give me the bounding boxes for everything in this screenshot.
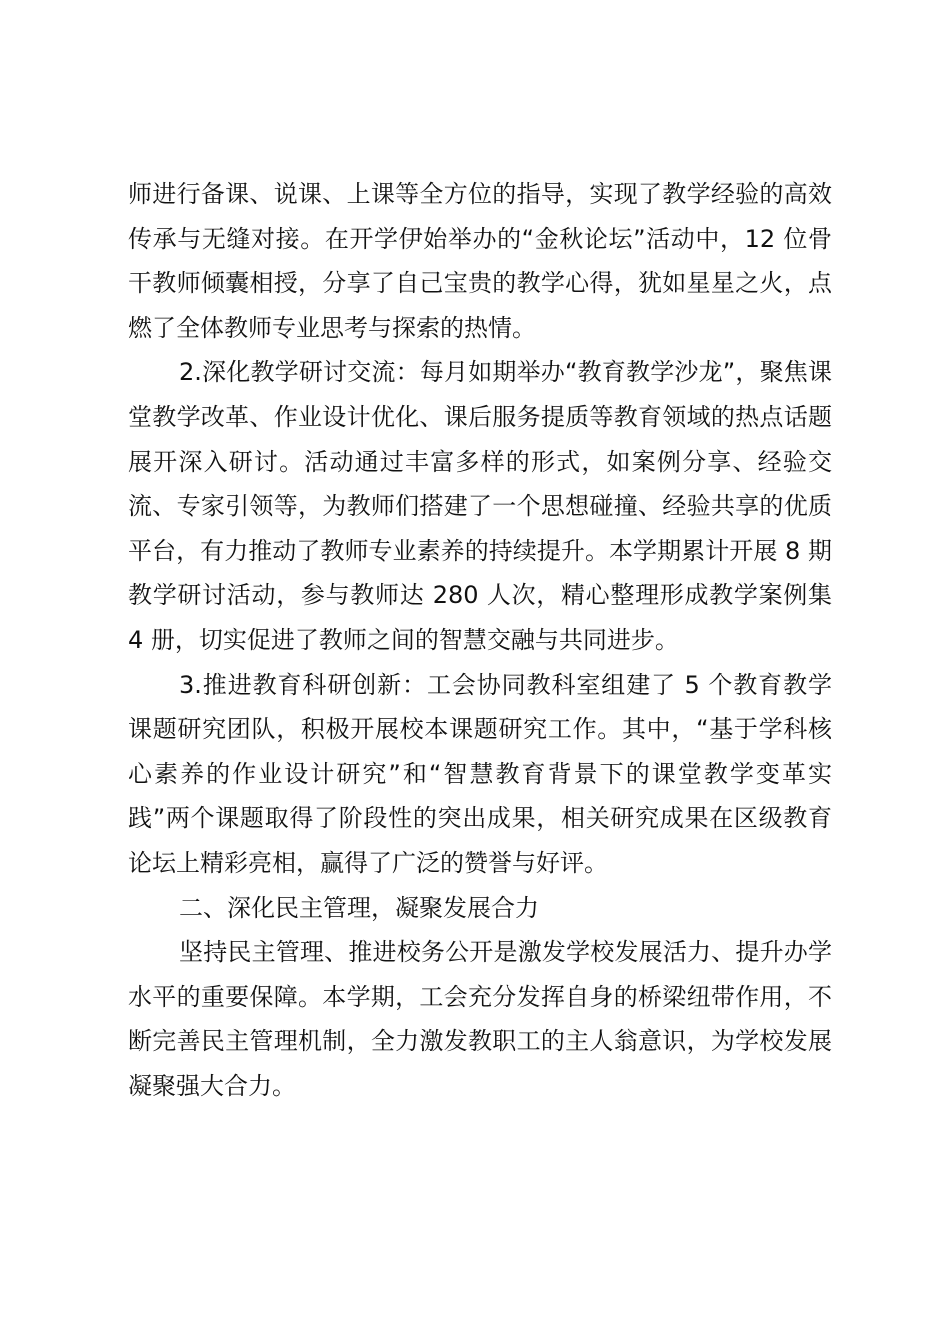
paragraph-democratic-management: 坚持民主管理、推进校务公开是激发学校发展活力、提升办学水平的重要保障。本学期，工会充分发挥自身的桥梁纽带作用，不断完善民主管理机制，全力激发教职工的主人翁意识，为学校发展凝聚强大合力。 <box>128 938 832 1100</box>
paragraph-teaching-seminar: 2.深化教学研讨交流：每月如期举办“教育教学沙龙”，聚焦课堂教学改革、作业设计优化、课后服务提质等教育领域的热点话题展开深入研讨。活动通过丰富多样的形式，如案例分享、经验交流、专家引领等，为教师们搭建了一个思想碰撞、经验共享的优质平台，有力推动了教师专业素养的持续提升。本学期累计开展 8 期教学研讨活动，参与教师达 280 人次，精心整理形成教学案例集 4 册，切实促进了教师之间的智慧交融与共同进步。 <box>128 358 832 654</box>
paragraph-continuation: 师进行备课、说课、上课等全方位的指导，实现了教学经验的高效传承与无缝对接。在开学伊始举办的“金秋论坛”活动中，12 位骨干教师倾囊相授，分享了自己宝贵的教学心得，犹如星星之火，点燃了全体教师专业思考与探索的热情。 <box>128 180 832 342</box>
paragraph-research-innovation: 3.推进教育科研创新：工会协同教科室组建了 5 个教育教学课题研究团队，积极开展校本课题研究工作。其中，“基于学科核心素养的作业设计研究”和“智慧教育背景下的课堂教学变革实践”两个课题取得了阶段性的突出成果，相关研究成果在区级教育论坛上精彩亮相，赢得了广泛的赞誉与好评。 <box>128 670 832 877</box>
section-heading-democratic-management: 二、深化民主管理，凝聚发展合力 <box>179 893 539 922</box>
document-body <box>128 172 832 1108</box>
